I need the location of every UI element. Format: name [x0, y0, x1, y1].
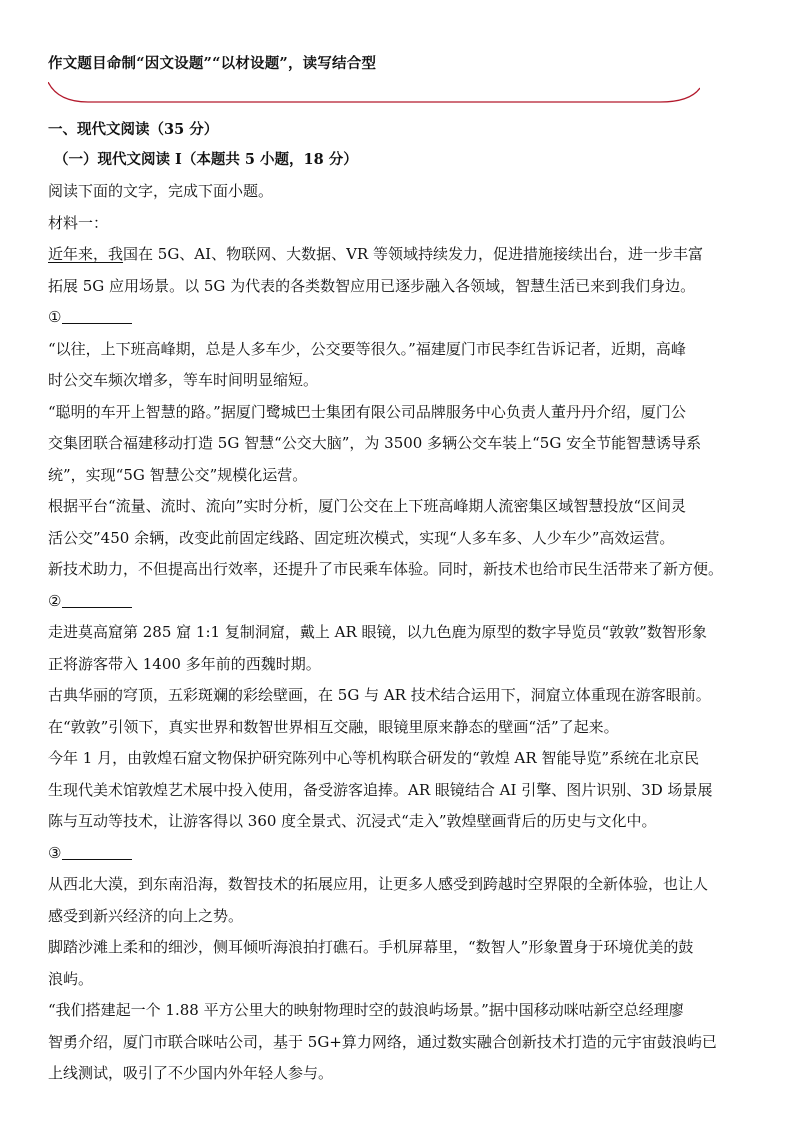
paragraph-line: 智勇介绍，厦门市联合咪咕公司，基于 5G+算力网络，通过数实融合创新技术打造的元宇宙鼓浪屿已: [48, 1032, 717, 1051]
document-page: [48, 0, 748, 1123]
blank-line: [62, 841, 132, 860]
paragraph-line: 脚踏沙滩上柔和的细沙，侧耳倾听海浪拍打礁石。手机屏幕里，“数智人”形象置身于环境优美的鼓: [48, 938, 694, 956]
paragraph-line: 时公交车频次增多，等车时间明显缩短。: [48, 371, 319, 389]
fill-blank-1: [48, 302, 748, 334]
paragraph-line: 古典华丽的穹顶，五彩斑斓的彩绘壁画，在 5G 与 AR 技术结合运用下，洞窟立体重现在游客眼前。: [48, 686, 711, 704]
fill-blank-3: [48, 838, 748, 870]
paragraph-line: 活公交”450 余辆，改变此前固定线路、固定班次模式，实现“人多车多、人少车少”高效运营。: [48, 528, 675, 547]
paragraph-line: [48, 239, 748, 271]
blank-line: [62, 589, 132, 608]
fill-blank-2: [48, 586, 748, 618]
paragraph-line: 根据平台“流量、流时、流向”实时分析，厦门公交在上下班高峰期人流密集区域智慧投放“区间灵: [48, 497, 687, 515]
section-title: 一、现代文阅读（35 分）: [48, 121, 219, 138]
paragraph-line: 走进莫高窟第 285 窟 1:1 复制洞窟，戴上 AR 眼镜，以九色鹿为原型的数字导览员“敦敦”数智形象: [48, 623, 707, 641]
paragraph-line: 拓展 5G 应用场景。以 5G 为代表的各类数智应用已逐步融入各领域，智慧生活已来到我们身边。: [48, 276, 696, 295]
blank-marker: ③: [48, 843, 62, 862]
instruction-line: 阅读下面的文字，完成下面小题。: [48, 182, 274, 200]
blank-marker: ②: [48, 591, 62, 610]
subsection-title: （一）现代文阅读 I（本题共 5 小题，18 分）: [54, 151, 358, 168]
paragraph-line: 陈与互动等技术，让游客得以 360 度全景式、沉浸式“走入”敦煌壁画背后的历史与文化中。: [48, 812, 657, 830]
header-title: 作文题目命制“因文设题”“以材设题”，读写结合型: [48, 55, 377, 72]
material-label: 材料一：: [48, 213, 109, 232]
article-body: [48, 176, 748, 1090]
paragraph-line: 在“敦敦”引领下，真实世界和数智世界相互交融，眼镜里原来静态的壁画“活”了起来。: [48, 717, 619, 736]
paragraph-line: 正将游客带入 1400 多年前的西魏时期。: [48, 654, 321, 673]
paragraph-line: 交集团联合福建移动打造 5G 智慧“公交大脑”，为 3500 多辆公交车装上“5G 安全节能智慧诱导系: [48, 434, 702, 452]
paragraph-line: 上线测试，吸引了不少国内外年轻人参与。: [48, 1064, 334, 1082]
paragraph-line: 浪屿。: [48, 969, 94, 988]
paragraph-line: 新技术助力，不但提高出行效率，还提升了市民乘车体验。同时，新技术也给市民生活带来了新方便。: [48, 560, 724, 578]
paragraph-line: “聪明的车开上智慧的路。”据厦门鹭城巴士集团有限公司品牌服务中心负责人董丹丹介绍，厦门公: [48, 402, 686, 421]
blank-line: [62, 305, 132, 324]
paragraph-line: “我们搭建起一个 1.88 平方公里大的映射物理时空的鼓浪屿场景。”据中国移动咪咕新空总经理廖: [48, 1001, 684, 1019]
paragraph-line: 生现代美术馆敦煌艺术展中投入使用，备受游客追捧。AR 眼镜结合 AI 引擎、图片识别、3D 场景展: [48, 780, 713, 799]
paragraph-text: 国在 5G、AI、物联网、大数据、VR 等领域持续发力，促进措施接续出台，进一步丰富: [123, 245, 703, 263]
paragraph-line: 今年 1 月，由敦煌石窟文物保护研究陈列中心等机构联合研发的“敦煌 AR 智能导览”系统在北京民: [48, 749, 700, 767]
paragraph-line: “以往，上下班高峰期，总是人多车少，公交要等很久。”福建厦门市民李红告诉记者，近期，高峰: [48, 339, 686, 358]
header-divider-curve: [48, 82, 700, 106]
paragraph-line: 从西北大漠，到东南沿海，数智技术的拓展应用，让更多人感受到跨越时空界限的全新体验，也让人: [48, 875, 709, 893]
paragraph-line: 感受到新兴经济的向上之势。: [48, 906, 244, 925]
blank-marker: ①: [48, 308, 62, 326]
paragraph-line: 统”，实现“5G 智慧公交”规模化运营。: [48, 465, 308, 484]
underlined-phrase: 近年来，我: [48, 245, 124, 263]
